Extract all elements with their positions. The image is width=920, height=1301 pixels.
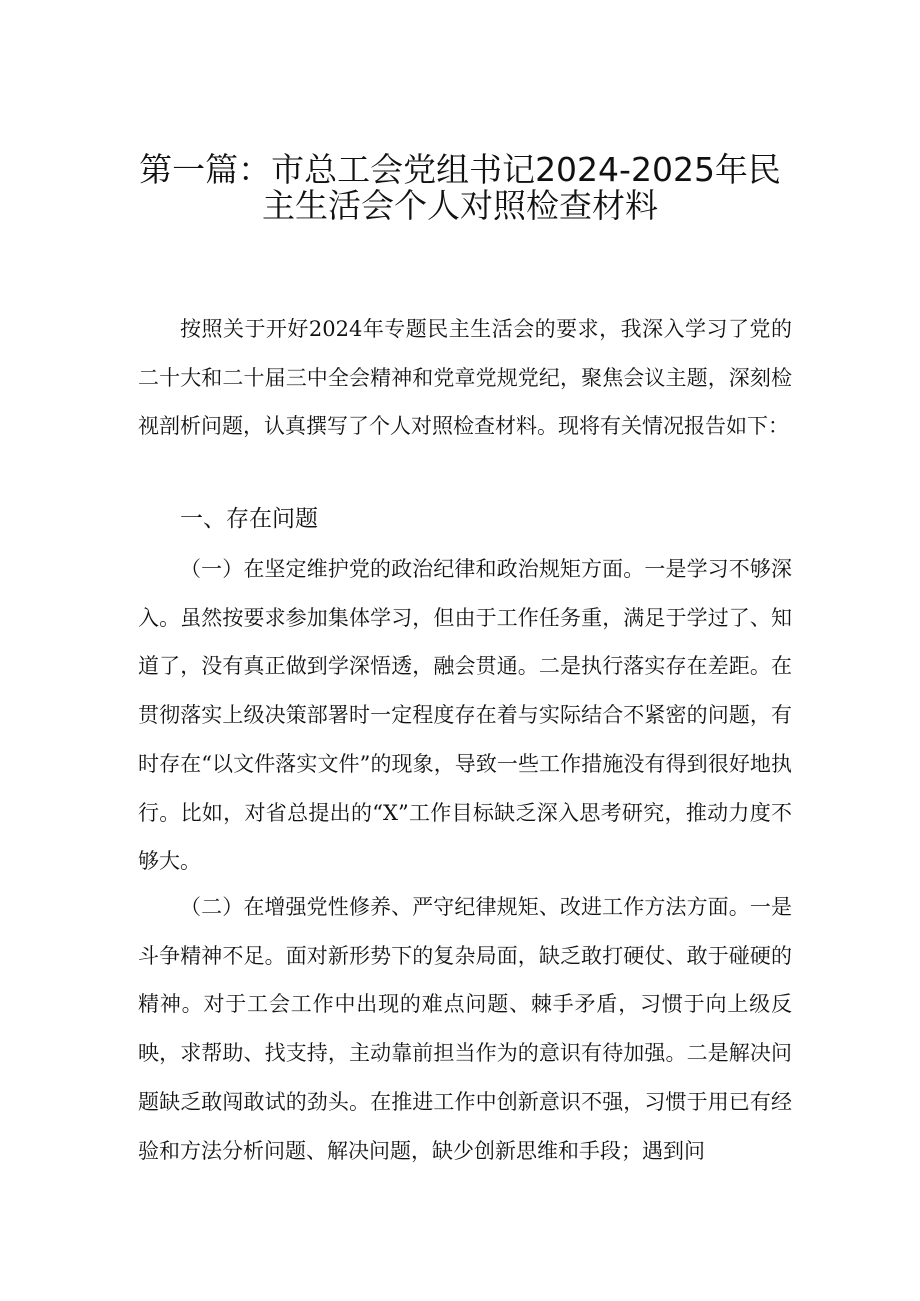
section-1-block <box>138 545 792 886</box>
section-2-block <box>138 883 792 1175</box>
intro-paragraph-block <box>138 305 792 451</box>
section-heading-problems: 一、存在问题 <box>180 506 318 532</box>
section-2-paragraph: （二）在增强党性修养、严守纪律规矩、改进工作方法方面。一是斗争精神不足。面对新形势下的复杂局面，缺乏敢打硬仗、敢于碰硬的精神。对于工会工作中出现的难点问题、棘手矛盾，习惯于向上级反映，求帮助、找支持，主动靠前担当作为的意识有待加强。二是解决问题缺乏敢闯敢试的劲头。在推进工作中创新意识不强，习惯于用已有经验和方法分析问题、解决问题，缺少创新思维和手段；遇到问 <box>138 895 792 1163</box>
document-title-line-1: 第一篇：市总工会党组书记2024-2025年民 <box>139 150 781 189</box>
document-title-line-2: 主生活会个人对照检查材料 <box>262 186 658 225</box>
section-1-paragraph: （一）在坚定维护党的政治纪律和政治规矩方面。一是学习不够深入。虽然按要求参加集体学习，但由于工作任务重，满足于学过了、知道了，没有真正做到学深悟透，融会贯通。二是执行落实存在差距。在贯彻落实上级决策部署时一定程度存在着与实际结合不紧密的问题，有时存在“以文件落实文件”的现象，导致一些工作措施没有得到很好地执行。比如，对省总提出的“X”工作目标缺乏深入思考研究，推动力度不够大。 <box>138 557 792 874</box>
intro-paragraph: 按照关于开好2024年专题民主生活会的要求，我深入学习了党的二十大和二十届三中全会精神和党章党规党纪，聚焦会议主题，深刻检视剖析问题，认真撰写了个人对照检查材料。现将有关情况报告如下： <box>138 317 792 439</box>
